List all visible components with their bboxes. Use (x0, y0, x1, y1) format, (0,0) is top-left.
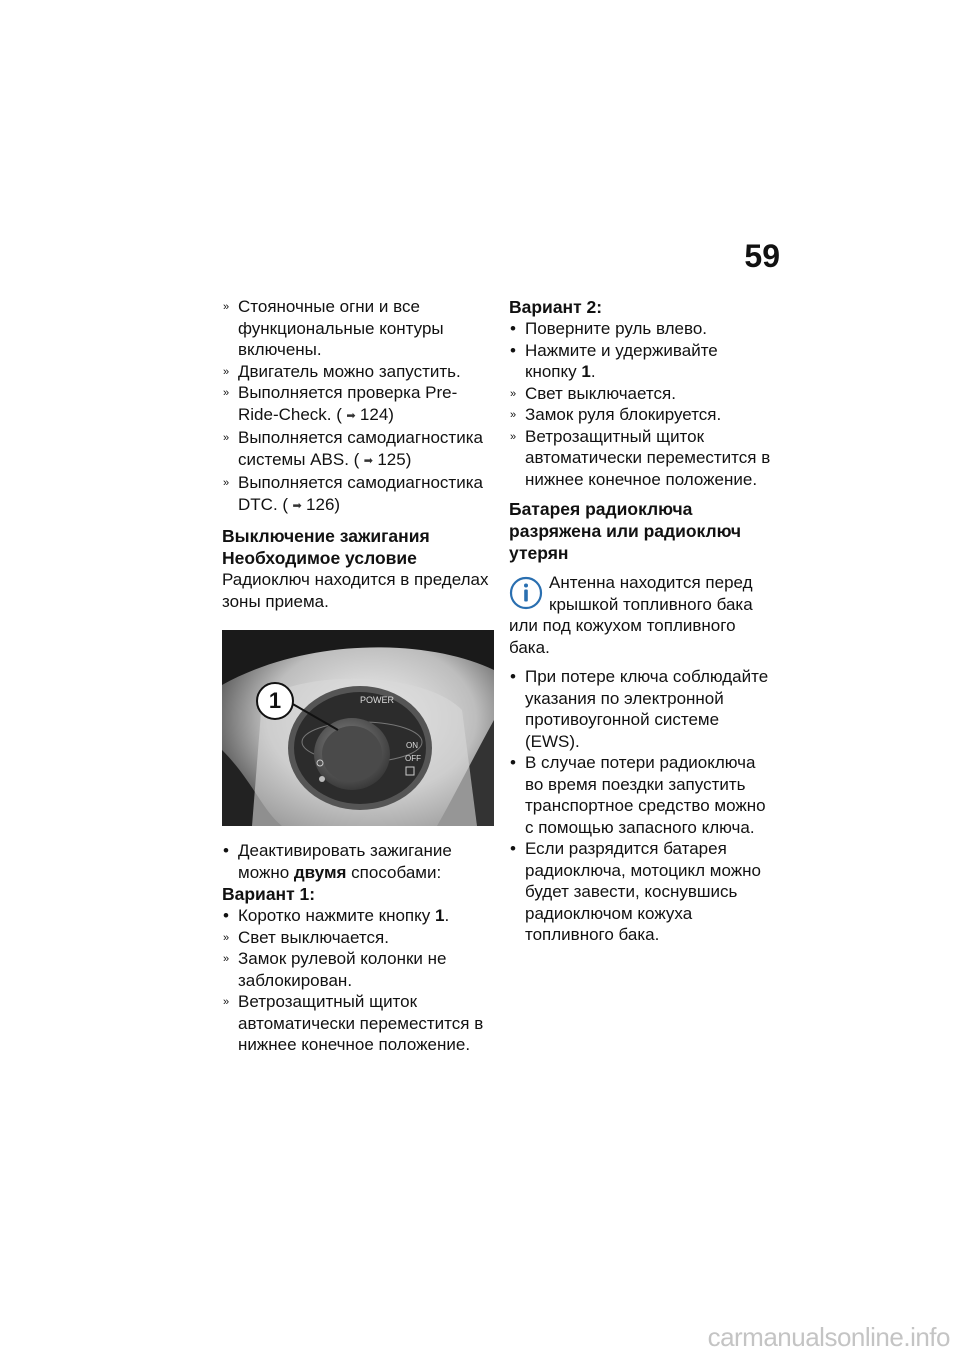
info-icon (509, 576, 543, 610)
list-item: » Замок рулевой колонки не заблокирован. (223, 949, 447, 990)
list-item: » Выполняется самодиагностика системы ABS. ( ➡ 125) (222, 427, 494, 472)
list-item: » Замок руля блокируется. (510, 405, 722, 424)
list-item: » Ветрозащитный щиток автоматически переместится в нижнее конечное положение. (223, 992, 484, 1054)
page-ref[interactable]: 125 (377, 449, 406, 469)
info-note: Антенна находится перед крышкой топливного бака (509, 572, 771, 615)
list-item: • Если разрядится батарея радиоключа, мотоцикл можно будет завести, коснувшись радиоключом кожуха топливного бака. (510, 839, 761, 944)
svg-text:ON: ON (406, 741, 418, 750)
list-item: • Коротко нажмите кнопку 1. (223, 906, 450, 925)
condition-text: Радиоключ находится в пределах зоны приема. (222, 570, 489, 611)
ignition-switch-figure (222, 630, 494, 826)
list-item: » Свет выключается. (510, 383, 676, 403)
list-item: • При потере ключа соблюдайте указания по электронной противоугонной системе (EWS). (510, 667, 769, 751)
list-item: • В случае потери радиоключа во время поездки запустить транспортное средство можно с помощью запасного ключа. (510, 753, 766, 837)
ignition-switch-photo (222, 630, 494, 826)
page-ref[interactable]: 126 (306, 494, 335, 514)
variant2-heading: Вариант 2: (509, 297, 603, 317)
list-item: » Двигатель можно запустить. (223, 361, 461, 381)
variant1-heading: Вариант 1: (222, 884, 316, 904)
figure-label: 1 (256, 682, 294, 720)
note-text-rest: или под кожухом топливного бака. (509, 616, 736, 657)
list-item: » Выполняется проверка Pre-Ride-Check. ( ➡ 124) (222, 382, 494, 427)
svg-text:OFF: OFF (405, 754, 421, 763)
right-column (509, 296, 771, 946)
watermark: carmanualsonline.info (707, 1322, 950, 1352)
arrow-right-icon: ➡ (292, 499, 302, 512)
list-item: • Поверните руль влево. (510, 319, 708, 338)
arrow-right-icon: ➡ (346, 409, 356, 422)
list-item: » Ветрозащитный щиток автоматически переместится в нижнее конечное положение. (510, 426, 771, 489)
page-number: 59 (744, 238, 780, 274)
results-top-list (222, 296, 494, 517)
section-heading: Выключение зажигания (222, 526, 430, 546)
left-column (222, 296, 494, 1056)
arrow-right-icon: ➡ (363, 454, 373, 467)
list-item: » Стояночные огни и все функциональные контуры включены. (223, 297, 444, 359)
page-ref[interactable]: 124 (359, 404, 389, 424)
subheading: Необходимое условие (222, 548, 417, 568)
list-item: • Деактивировать зажигание можно двумя способами: (223, 841, 452, 882)
svg-text:POWER: POWER (360, 695, 395, 705)
list-item: » Выполняется самодиагностика DTC. ( ➡ 126) (222, 472, 494, 517)
list-item: » Свет выключается. (223, 927, 389, 947)
list-item: • Нажмите и удерживайте кнопку 1. (510, 340, 718, 381)
section-heading: Батарея радиоключа разряжена или радиоключ утерян (509, 499, 742, 563)
